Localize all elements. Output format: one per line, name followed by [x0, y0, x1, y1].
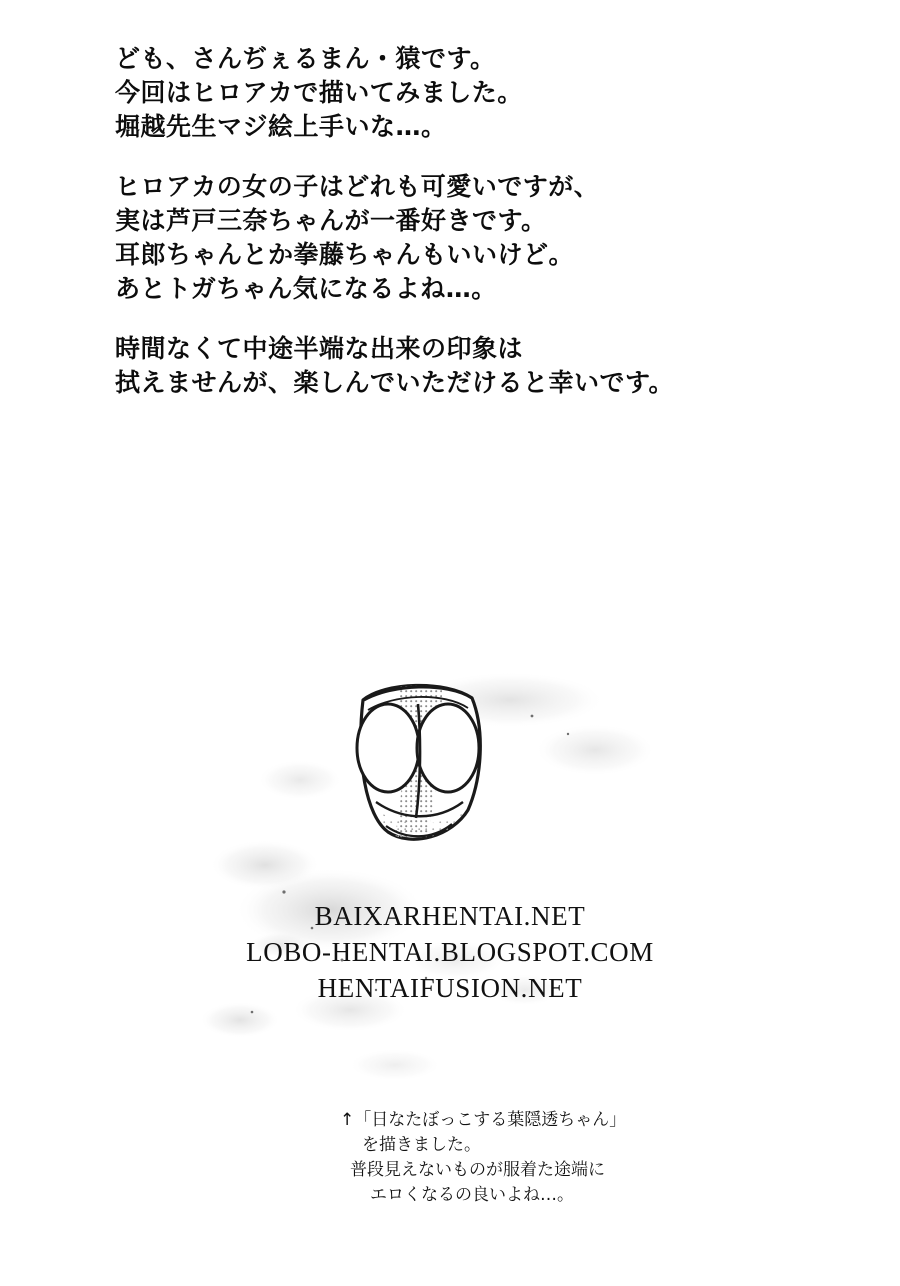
afterword-line: ヒロアカの女の子はどれも可愛いですが、: [115, 172, 600, 201]
illustration-caption: [340, 1108, 810, 1208]
illustration-figure: [180, 660, 700, 1090]
site-credits: [0, 898, 900, 1006]
afterword-text-block: [115, 42, 855, 426]
afterword-line: 今回はヒロアカで描いてみました。: [115, 78, 523, 107]
afterword-line: ども、さんぢぇるまん・猿です。: [115, 44, 496, 73]
credit-line-lobo-hentai: LOBO-HENTAI.BLOGSPOT.COM: [246, 937, 654, 967]
credit-line-hentaifusion: HENTAIFUSION.NET: [317, 973, 583, 1003]
afterword-line: あとトガちゃん気になるよね…。: [115, 274, 497, 303]
caption-line: を描きました。: [362, 1135, 481, 1155]
figure-outline: [357, 681, 480, 840]
afterword-line: 堀越先生マジ絵上手いな…。: [115, 112, 447, 141]
afterword-line: 実は芦戸三奈ちゃんが一番好きです。: [115, 206, 547, 235]
afterword-line: 拭えませんが、楽しんでいただけると幸いです。: [115, 368, 675, 397]
credit-line-baixarhentai: BAIXARHENTAI.NET: [314, 901, 586, 931]
caption-line: ↑「日なたぼっこする葉隠透ちゃん」: [340, 1110, 627, 1130]
hand-drawn-monochrome-figure-svg: [180, 660, 700, 1090]
afterword-paragraph: [115, 42, 855, 144]
afterword-paragraph: [115, 170, 855, 306]
afterword-line: 耳郎ちゃんとか拳藤ちゃんもいいけど。: [115, 240, 575, 269]
caption-line: エロくなるの良いよね…。: [370, 1185, 574, 1205]
afterword-paragraph: [115, 332, 855, 400]
caption-line: 普段見えないものが服着た途端に: [350, 1160, 605, 1180]
afterword-line: 時間なくて中途半端な出来の印象は: [115, 334, 524, 363]
